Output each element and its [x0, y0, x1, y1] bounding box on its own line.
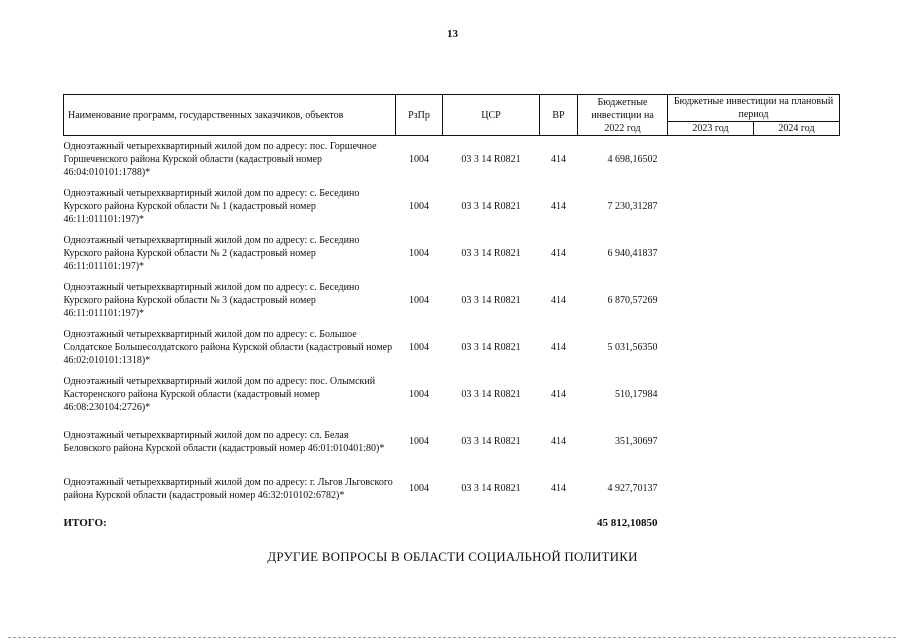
- amount-2023: [668, 371, 754, 418]
- csr-code: 03 3 14 R0821: [461, 342, 521, 353]
- total-empty-cell: [668, 512, 754, 534]
- amount-2024: [754, 324, 840, 371]
- object-name: Одноэтажный четырехквартирный жилой дом по адресу: пос. Горшечное Горшеченского района Курской области (кадастровый номер 46:04:010101:1788)*: [63, 141, 377, 178]
- table-row: [64, 230, 840, 277]
- object-name: Одноэтажный четырехквартирный жилой дом по адресу: сл. Белая Беловского района Курской области (кадастровый номер 46:01:010401:80)*: [63, 429, 385, 454]
- csr-code: 03 3 14 R0821: [461, 436, 521, 447]
- total-empty-cell: [754, 512, 840, 534]
- total-label: ИТОГО:: [63, 516, 107, 529]
- amount-2023: [668, 136, 754, 184]
- rzpr-code: 1004: [409, 201, 429, 212]
- header-csr: ЦСР: [443, 95, 540, 136]
- amount-2022: 6 940,41837: [607, 248, 658, 259]
- amount-2022: 351,30697: [615, 436, 658, 447]
- scan-edge-line: [8, 637, 896, 638]
- amount-2022: 4 698,16502: [607, 154, 658, 165]
- amount-2022: 4 927,70137: [607, 483, 658, 494]
- amount-2022: 5 031,56350: [607, 342, 658, 353]
- amount-2023: [668, 418, 754, 465]
- rzpr-code: 1004: [409, 295, 429, 306]
- amount-2023: [668, 465, 754, 512]
- vr-code: 414: [551, 295, 566, 306]
- rzpr-code: 1004: [409, 389, 429, 400]
- table-row: [64, 371, 840, 418]
- object-name: Одноэтажный четырехквартирный жилой дом по адресу: с. Беседино Курского района Курской области № 3 (кадастровый номер 46:11:011101:197)*: [63, 282, 360, 319]
- header-name: Наименование программ, государственных заказчиков, объектов: [64, 95, 396, 136]
- budget-investments-table: [63, 94, 840, 534]
- header-2024: 2024 год: [754, 122, 840, 136]
- amount-2022: 7 230,31287: [607, 201, 658, 212]
- amount-2022: 6 870,57269: [607, 295, 658, 306]
- object-name: Одноэтажный четырехквартирный жилой дом по адресу: с. Беседино Курского района Курской области № 1 (кадастровый номер 46:11:011101:197)*: [63, 188, 360, 225]
- page-number: 13: [447, 28, 458, 40]
- header-vr: ВР: [540, 95, 578, 136]
- csr-code: 03 3 14 R0821: [461, 295, 521, 306]
- total-row: [64, 512, 840, 534]
- amount-2022: 510,17984: [615, 389, 658, 400]
- table-row: [64, 418, 840, 465]
- header-planned-period: Бюджетные инвестиции на плановый период: [668, 95, 840, 122]
- vr-code: 414: [551, 154, 566, 165]
- vr-code: 414: [551, 483, 566, 494]
- table-row: [64, 136, 840, 184]
- object-name: Одноэтажный четырехквартирный жилой дом по адресу: с. Беседино Курского района Курской области № 2 (кадастровый номер 46:11:011101:197)*: [63, 235, 360, 272]
- amount-2024: [754, 183, 840, 230]
- vr-code: 414: [551, 342, 566, 353]
- amount-2024: [754, 371, 840, 418]
- table-row: [64, 277, 840, 324]
- rzpr-code: 1004: [409, 436, 429, 447]
- csr-code: 03 3 14 R0821: [461, 389, 521, 400]
- total-empty-cell: [443, 512, 540, 534]
- vr-code: 414: [551, 201, 566, 212]
- amount-2024: [754, 465, 840, 512]
- vr-code: 414: [551, 248, 566, 259]
- csr-code: 03 3 14 R0821: [461, 201, 521, 212]
- table-row: [64, 324, 840, 371]
- table-row: [64, 183, 840, 230]
- amount-2024: [754, 230, 840, 277]
- total-empty-cell: [540, 512, 578, 534]
- amount-2024: [754, 418, 840, 465]
- header-rzpr: РзПр: [396, 95, 443, 136]
- amount-2023: [668, 324, 754, 371]
- section-heading: ДРУГИЕ ВОПРОСЫ В ОБЛАСТИ СОЦИАЛЬНОЙ ПОЛИТИКИ: [267, 549, 638, 564]
- amount-2023: [668, 277, 754, 324]
- object-name: Одноэтажный четырехквартирный жилой дом по адресу: г. Льгов Льговского района Курской области (кадастровый номер 46:32:010102:6782)*: [63, 476, 393, 501]
- rzpr-code: 1004: [409, 483, 429, 494]
- rzpr-code: 1004: [409, 248, 429, 259]
- rzpr-code: 1004: [409, 154, 429, 165]
- amount-2024: [754, 136, 840, 184]
- vr-code: 414: [551, 436, 566, 447]
- vr-code: 414: [551, 389, 566, 400]
- amount-2024: [754, 277, 840, 324]
- amount-2023: [668, 183, 754, 230]
- csr-code: 03 3 14 R0821: [461, 154, 521, 165]
- rzpr-code: 1004: [409, 342, 429, 353]
- table-row: [64, 465, 840, 512]
- csr-code: 03 3 14 R0821: [461, 483, 521, 494]
- amount-2023: [668, 230, 754, 277]
- header-budget-2022: Бюджетные инвестиции на 2022 год: [578, 95, 668, 136]
- csr-code: 03 3 14 R0821: [461, 248, 521, 259]
- header-2023: 2023 год: [668, 122, 754, 136]
- object-name: Одноэтажный четырехквартирный жилой дом по адресу: пос. Олымский Касторенского района Курской области (кадастровый номер 46:08:230104:2726)*: [63, 376, 376, 413]
- total-amount: 45 812,10850: [597, 516, 658, 529]
- total-empty-cell: [396, 512, 443, 534]
- object-name: Одноэтажный четырехквартирный жилой дом по адресу: с. Большое Солдатское Большесолдатского района Курской области (кадастровый номер 46:02:010101:1318)*: [63, 329, 393, 366]
